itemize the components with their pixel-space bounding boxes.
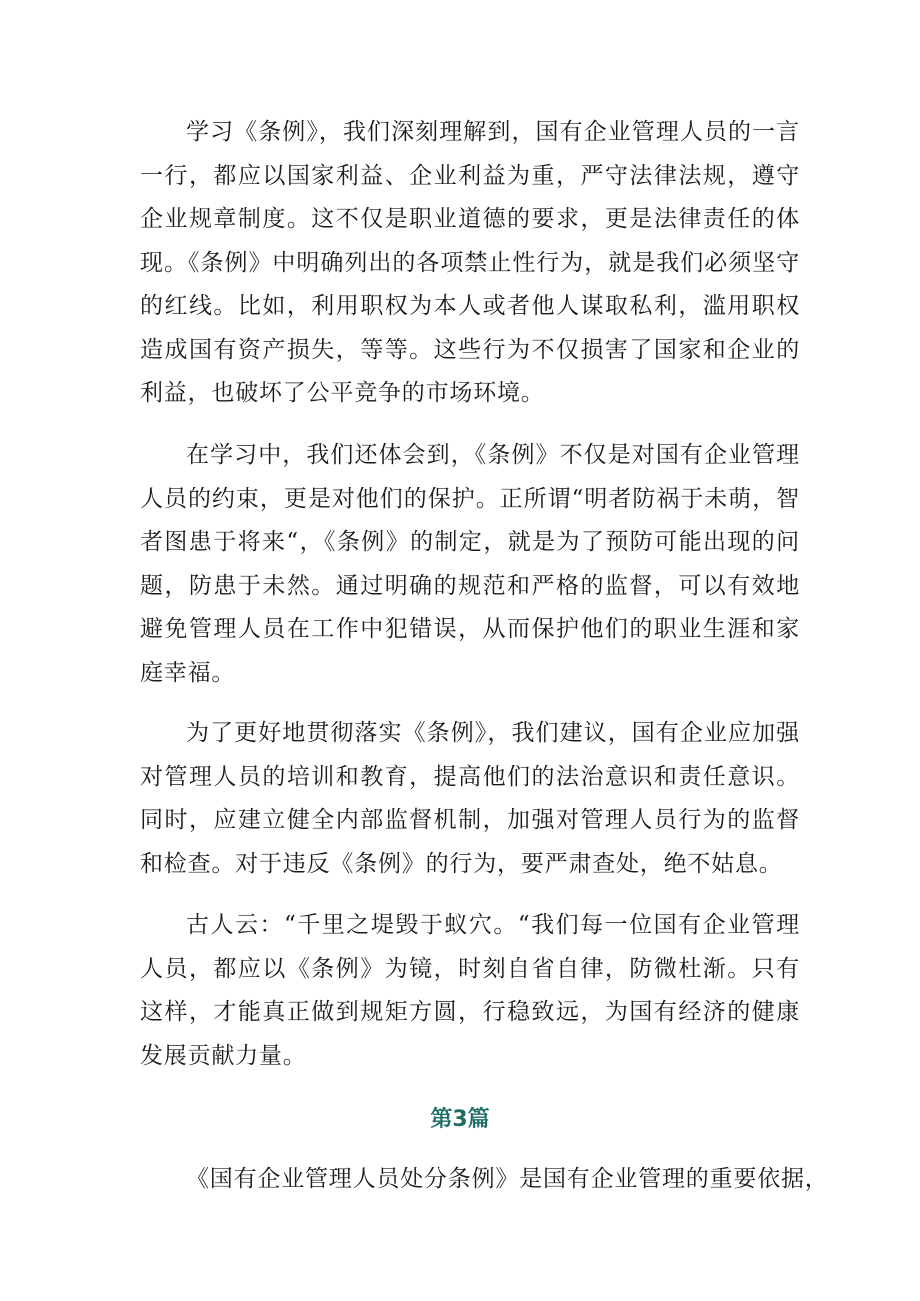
body-paragraph-4: 古人云：“千里之堤毁于蚁穴。“我们每一位国有企业管理人员，都应以《条例》为镜，时刻自省自律，防微杜渐。只有这样，才能真正做到规矩方圆，行稳致远，为国有经济的健康发展贡献力量。 [140,912,800,1069]
body-paragraph-1: 学习《条例》，我们深刻理解到，国有企业管理人员的一言一行，都应以国家利益、企业利益为重，严守法律法规，遵守企业规章制度。这不仅是职业道德的要求，更是法律责任的体现。《条例》中明确列出的各项禁止性行为，就是我们必须坚守的红线。比如，利用职权为本人或者他人谋取私利，滥用职权造成国有资产损失，等等。这些行为不仅损害了国家和企业的利益，也破坏了公平竞争的市场环境。 [140,119,800,406]
section-heading: 第3篇 [430,1107,490,1132]
body-paragraph-5: 《国有企业管理人员处分条例》是国有企业管理的重要依据， [186,1166,829,1192]
body-paragraph-3: 为了更好地贯彻落实《条例》，我们建议，国有企业应加强对管理人员的培训和教育，提高他们的法治意识和责任意识。同时，应建立健全内部监督机制，加强对管理人员行为的监督和检查。对于违反《条例》的行为，要严肃查处，绝不姑息。 [140,720,800,877]
body-paragraph-2: 在学习中，我们还体会到，《条例》不仅是对国有企业管理人员的约束，更是对他们的保护。正所谓“明者防祸于未萌，智者图患于将来“，《条例》的制定，就是为了预防可能出现的问题，防患于未然。通过明确的规范和严格的监督，可以有效地避免管理人员在工作中犯错误，从而保护他们的职业生涯和家庭幸福。 [140,442,800,686]
